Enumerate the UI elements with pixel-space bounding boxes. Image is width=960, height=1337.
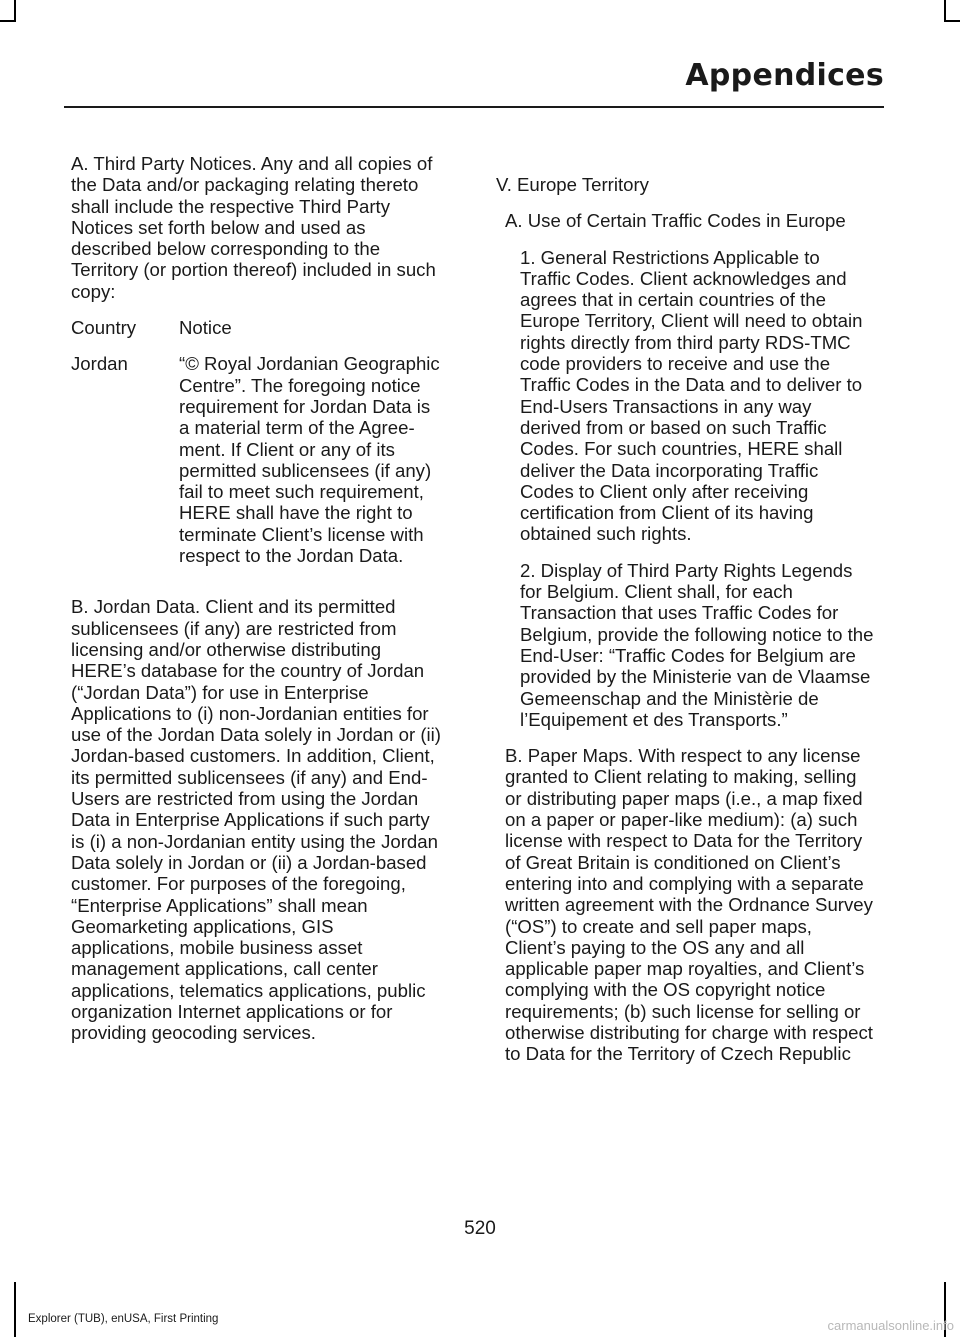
- crop-mark-bottom-left-v: [14, 1282, 16, 1337]
- crop-mark-top-left-v: [14, 0, 16, 22]
- subsection-traffic-codes: A. Use of Certain Traffic Codes in Europe: [505, 210, 846, 232]
- watermark: carmanualsonline.info: [827, 1318, 954, 1333]
- header-divider: [64, 106, 884, 108]
- table-header-notice: Notice: [179, 317, 232, 339]
- table-header-country: Country: [71, 317, 137, 339]
- crop-mark-top-right-v: [944, 0, 946, 22]
- left-column: [71, 153, 441, 1059]
- section-europe-territory: V. Europe Territory: [496, 174, 649, 195]
- subsection-paper-maps: B. Paper Maps. With respect to any license granted to Client relating to making, selling or distributing paper maps (i.e., a map fixed on a paper or paper-like medium): (a) such license with respect to Data for the Territory of Great Britain is conditioned on Client’s entering into and complying with a separate written agreement with the Ordnance Survey (“OS”) to create and sell paper maps, Client’s paying to the OS any and all applicable paper map royalties, and Client’s complying with the OS copyright notice requirements; (b) such license for selling or otherwise distributing for charge with respect to Data for the Territory of Czech Republic: [505, 745, 873, 1065]
- item-general-restrictions: 1. General Restrictions Applicable to Traffic Codes. Client acknowledges and agrees that in certain countries of the Europe Territory, Client will need to obtain rights directly from third party RDS-TMC code providers to receive and use the Traffic Codes in the Data and to deliver to End-Users Transactions in any way derived from or based on such Traffic Codes. For such countries, HERE shall deliver the Data incorporating Traffic Codes to Client only after receiving certification from Client of its having obtained such rights.: [520, 246, 863, 545]
- right-column: [496, 174, 874, 1080]
- paragraph-third-party-notices: A. Third Party Notices. Any and all copies of the Data and/or packaging relating thereto shall include the respective Third Party Notices set forth below and used as described below corresponding to the Territory (or portion thereof) included in such copy:: [71, 153, 436, 302]
- table-cell-notice: “© Royal Jordanian Geographic Centre”. The foregoing notice requirement for Jordan Data is a material term of the Agreement. If Client or any of its permitted sublicensees (if any) fail to meet such requirement, HERE shall have the right to terminate Client’s license with respect to the Jordan Data.: [179, 353, 440, 567]
- notice-table: [71, 317, 441, 581]
- item-belgium-legends: 2. Display of Third Party Rights Legends for Belgium. Client shall, for each Transaction that uses Traffic Codes for Belgium, provide the following notice to the End-User: “Traffic Codes for Belgium are provided by the Ministerie van de Vlaamse Gemeenschap and the Ministèrie de l’Equipement et des Transports.”: [520, 559, 874, 730]
- page-number: 520: [464, 1218, 496, 1239]
- page-title: Appendices: [685, 58, 884, 93]
- paragraph-jordan-data: B. Jordan Data. Client and its permitted sublicensees (if any) are restricted from licensing and/or otherwise distributing HERE’s database for the country of Jordan (“Jordan Data”) for use in Enterprise Applications to (i) non-Jordanian entities for use of the Jordan Data solely in Jordan or (ii) Jordan-based customers. In addition, Client, its permitted sublicensees (if any) and End-Users are restricted from using the Jordan Data in Enterprise Applications if such party is (i) a non-Jordanian entity using the Jordan Data solely in Jordan or (ii) a Jordan-based customer. For purposes of the foregoing, “Enterprise Applications” shall mean Geomarketing applications, GIS applications, mobile business asset management applications, call center applications, telematics applications, public organization Internet applications or for providing geocoding services.: [71, 596, 441, 1044]
- crop-mark-top-right-h: [944, 20, 960, 22]
- table-cell-country: Jordan: [71, 353, 128, 375]
- crop-mark-top-left-h: [0, 20, 16, 22]
- footer-text: Explorer (TUB), enUSA, First Printing: [28, 1313, 219, 1325]
